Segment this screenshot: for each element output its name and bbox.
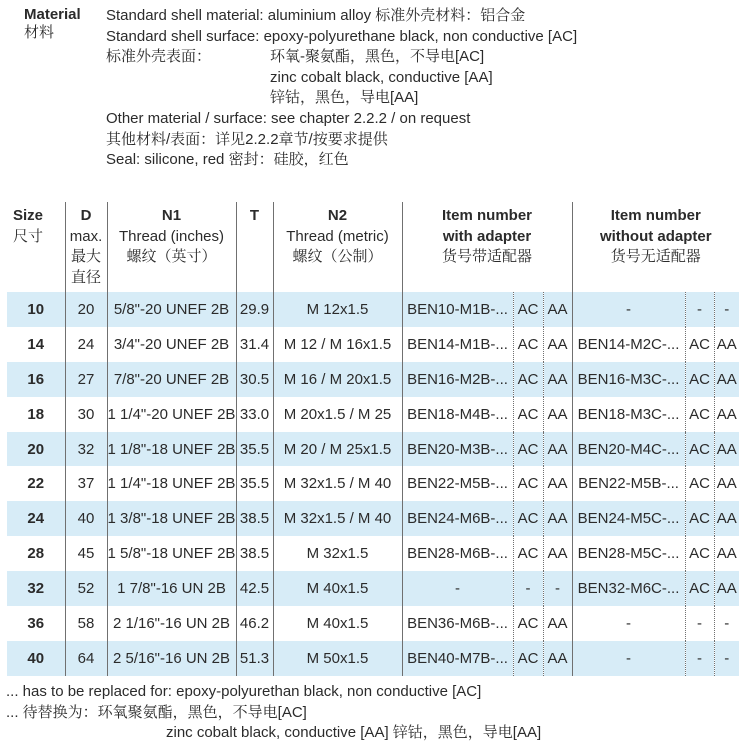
cell-woa: - bbox=[572, 292, 685, 327]
cell-woa-aa: AA bbox=[714, 466, 739, 501]
cell-t: 38.5 bbox=[236, 501, 273, 536]
cell-d: 58 bbox=[65, 606, 107, 641]
cell-wa-ac: - bbox=[513, 571, 543, 606]
cell-wa-aa: AA bbox=[543, 327, 572, 362]
material-heading-en: Material bbox=[24, 6, 81, 23]
cell-wa: BEN22-M5B-... bbox=[402, 466, 513, 501]
footnote-line: zinc cobalt black, conductive [AA] 锌钴，黑色，导电[AA] bbox=[166, 724, 542, 741]
footnote-line: ... 待替换为：环氧聚氨酯，黑色，不导电[AC] bbox=[6, 703, 307, 721]
material-line: Other material / surface: see chapter 2.2.2 / on request bbox=[106, 109, 471, 127]
cell-d: 27 bbox=[65, 362, 107, 397]
cell-woa-ac: - bbox=[685, 641, 714, 676]
cell-woa-aa: AA bbox=[714, 362, 739, 397]
table-row bbox=[7, 466, 739, 501]
table-row bbox=[7, 432, 739, 467]
cell-wa: BEN16-M2B-... bbox=[402, 362, 513, 397]
table-row bbox=[7, 571, 739, 606]
cell-n1: 1 3/8"-18 UNEF 2B bbox=[107, 501, 236, 536]
material-heading bbox=[24, 6, 81, 42]
cell-wa-ac: AC bbox=[513, 466, 543, 501]
material-line: 环氧-聚氨酯，黑色，不导电[AC] bbox=[270, 48, 485, 66]
cell-woa-aa: AA bbox=[714, 571, 739, 606]
product-table bbox=[7, 202, 739, 676]
cell-woa: BEN18-M3C-... bbox=[572, 397, 685, 432]
cell-woa: - bbox=[572, 606, 685, 641]
cell-t: 35.5 bbox=[236, 466, 273, 501]
cell-n1: 2 5/16"-16 UN 2B bbox=[107, 641, 236, 676]
cell-woa: BEN20-M4C-... bbox=[572, 432, 685, 467]
material-heading-zh: 材料 bbox=[24, 24, 55, 41]
cell-wa-ac: AC bbox=[513, 292, 543, 327]
cell-n2: M 40x1.5 bbox=[273, 606, 402, 641]
cell-woa-ac: - bbox=[685, 292, 714, 327]
cell-wa: BEN36-M6B-... bbox=[402, 606, 513, 641]
cell-woa-ac: AC bbox=[685, 327, 714, 362]
table-row bbox=[7, 292, 739, 327]
material-line: 标准外壳表面： bbox=[106, 48, 212, 66]
cell-wa-aa: AA bbox=[543, 292, 572, 327]
material-line: Seal: silicone, red 密封：硅胶，红色 bbox=[106, 151, 349, 169]
cell-woa-aa: AA bbox=[714, 397, 739, 432]
table-row bbox=[7, 606, 739, 641]
table-header-row bbox=[7, 202, 739, 292]
cell-woa: BEN28-M5C-... bbox=[572, 536, 685, 571]
header-n1: N1 Thread (inches) 螺纹（英寸） bbox=[107, 202, 236, 292]
cell-wa-aa: AA bbox=[543, 362, 572, 397]
cell-d: 45 bbox=[65, 536, 107, 571]
cell-woa-ac: AC bbox=[685, 466, 714, 501]
material-line: Standard shell material: aluminium alloy 标准外壳材料：铝合金 bbox=[106, 7, 526, 24]
header-size: Size 尺寸 bbox=[13, 207, 44, 245]
cell-d: 24 bbox=[65, 327, 107, 362]
cell-wa: BEN14-M1B-... bbox=[402, 327, 513, 362]
cell-d: 52 bbox=[65, 571, 107, 606]
cell-woa-aa: AA bbox=[714, 501, 739, 536]
cell-d: 32 bbox=[65, 432, 107, 467]
cell-woa-ac: - bbox=[685, 606, 714, 641]
cell-wa-aa: AA bbox=[543, 641, 572, 676]
cell-n1: 1 5/8"-18 UNEF 2B bbox=[107, 536, 236, 571]
material-line: 其他材料/表面：详见2.2.2章节/按要求提供 bbox=[106, 130, 388, 148]
cell-size: 24 bbox=[7, 501, 65, 536]
material-line: Standard shell surface: epoxy-polyurethane black, non conductive [AC] bbox=[106, 27, 578, 45]
cell-wa-aa: AA bbox=[543, 397, 572, 432]
table-row bbox=[7, 641, 739, 676]
cell-woa-aa: - bbox=[714, 292, 739, 327]
material-description bbox=[106, 6, 577, 171]
cell-wa-aa: AA bbox=[543, 501, 572, 536]
cell-woa-aa: AA bbox=[714, 327, 739, 362]
cell-wa: - bbox=[402, 571, 513, 606]
cell-woa: BEN22-M5B-... bbox=[572, 466, 685, 501]
table-row bbox=[7, 327, 739, 362]
cell-t: 29.9 bbox=[236, 292, 273, 327]
cell-d: 30 bbox=[65, 397, 107, 432]
cell-n1: 1 1/4"-20 UNEF 2B bbox=[107, 397, 236, 432]
table-row bbox=[7, 501, 739, 536]
header-t: T bbox=[236, 202, 273, 292]
cell-wa: BEN24-M6B-... bbox=[402, 501, 513, 536]
cell-woa: - bbox=[572, 641, 685, 676]
cell-wa-ac: AC bbox=[513, 641, 543, 676]
cell-wa-ac: AC bbox=[513, 432, 543, 467]
cell-n1: 2 1/16"-16 UN 2B bbox=[107, 606, 236, 641]
cell-woa-aa: - bbox=[714, 641, 739, 676]
cell-n2: M 32x1.5 / M 40 bbox=[273, 466, 402, 501]
cell-wa-aa: AA bbox=[543, 432, 572, 467]
cell-woa-ac: AC bbox=[685, 432, 714, 467]
cell-wa-aa: AA bbox=[543, 536, 572, 571]
cell-size: 16 bbox=[7, 362, 65, 397]
header-n2: N2 Thread (metric) 螺纹（公制） bbox=[273, 202, 402, 292]
cell-d: 20 bbox=[65, 292, 107, 327]
cell-wa-ac: AC bbox=[513, 397, 543, 432]
cell-wa-aa: - bbox=[543, 571, 572, 606]
cell-wa-ac: AC bbox=[513, 327, 543, 362]
cell-n2: M 32x1.5 / M 40 bbox=[273, 501, 402, 536]
cell-woa-aa: AA bbox=[714, 432, 739, 467]
cell-wa-ac: AC bbox=[513, 501, 543, 536]
cell-n1: 3/4"-20 UNEF 2B bbox=[107, 327, 236, 362]
cell-t: 35.5 bbox=[236, 432, 273, 467]
cell-wa: BEN28-M6B-... bbox=[402, 536, 513, 571]
header-without-adapter: Item number without adapter 货号无适配器 bbox=[572, 202, 739, 292]
cell-n2: M 50x1.5 bbox=[273, 641, 402, 676]
cell-woa: BEN24-M5C-... bbox=[572, 501, 685, 536]
cell-size: 10 bbox=[7, 292, 65, 327]
table-row bbox=[7, 536, 739, 571]
cell-woa: BEN16-M3C-... bbox=[572, 362, 685, 397]
cell-wa-ac: AC bbox=[513, 362, 543, 397]
cell-woa-aa: AA bbox=[714, 536, 739, 571]
cell-t: 42.5 bbox=[236, 571, 273, 606]
cell-size: 20 bbox=[7, 432, 65, 467]
cell-woa: BEN14-M2C-... bbox=[572, 327, 685, 362]
cell-woa-ac: AC bbox=[685, 397, 714, 432]
cell-size: 36 bbox=[27, 614, 45, 632]
cell-n2: M 12x1.5 bbox=[273, 292, 402, 327]
table-row bbox=[7, 362, 739, 397]
cell-size: 32 bbox=[7, 571, 65, 606]
header-d: D max. 最大 直径 bbox=[65, 202, 107, 292]
cell-t: 30.5 bbox=[236, 362, 273, 397]
cell-size: 18 bbox=[27, 405, 45, 423]
material-line-group bbox=[106, 47, 577, 68]
cell-n2: M 32x1.5 bbox=[273, 536, 402, 571]
cell-woa-ac: AC bbox=[685, 501, 714, 536]
cell-n1: 7/8"-20 UNEF 2B bbox=[107, 362, 236, 397]
cell-wa: BEN18-M4B-... bbox=[402, 397, 513, 432]
cell-n2: M 40x1.5 bbox=[273, 571, 402, 606]
cell-n2: M 20x1.5 / M 25 bbox=[273, 397, 402, 432]
cell-wa: BEN40-M7B-... bbox=[402, 641, 513, 676]
cell-n1: 1 1/4"-18 UNEF 2B bbox=[107, 466, 236, 501]
cell-d: 37 bbox=[65, 466, 107, 501]
cell-wa: BEN20-M3B-... bbox=[402, 432, 513, 467]
cell-size: 14 bbox=[27, 335, 45, 353]
cell-woa-aa: - bbox=[714, 606, 739, 641]
cell-woa-ac: AC bbox=[685, 362, 714, 397]
footnote-line: ... has to be replaced for: epoxy-polyurethan black, non conductive [AC] bbox=[6, 683, 482, 700]
cell-wa-aa: AA bbox=[543, 466, 572, 501]
cell-d: 40 bbox=[65, 501, 107, 536]
cell-t: 38.5 bbox=[236, 536, 273, 571]
cell-size: 22 bbox=[27, 475, 45, 493]
cell-t: 31.4 bbox=[236, 327, 273, 362]
cell-n2: M 20 / M 25x1.5 bbox=[273, 432, 402, 467]
cell-woa: BEN32-M6C-... bbox=[572, 571, 685, 606]
cell-wa-aa: AA bbox=[543, 606, 572, 641]
cell-size: 40 bbox=[7, 641, 65, 676]
cell-d: 64 bbox=[65, 641, 107, 676]
cell-n1: 5/8"-20 UNEF 2B bbox=[107, 292, 236, 327]
cell-n2: M 12 / M 16x1.5 bbox=[273, 327, 402, 362]
cell-n2: M 16 / M 20x1.5 bbox=[273, 362, 402, 397]
cell-woa-ac: AC bbox=[685, 536, 714, 571]
cell-wa-ac: AC bbox=[513, 536, 543, 571]
cell-n1: 1 1/8"-18 UNEF 2B bbox=[107, 432, 236, 467]
cell-t: 51.3 bbox=[236, 641, 273, 676]
cell-wa: BEN10-M1B-... bbox=[402, 292, 513, 327]
material-line: 锌钴，黑色，导电[AA] bbox=[270, 89, 419, 107]
footnote bbox=[6, 682, 541, 744]
cell-n1: 1 7/8"-16 UN 2B bbox=[107, 571, 236, 606]
table-row bbox=[7, 397, 739, 432]
header-with-adapter: Item number with adapter 货号带适配器 bbox=[402, 202, 572, 292]
material-line: zinc cobalt black, conductive [AA] bbox=[270, 68, 493, 86]
cell-wa-ac: AC bbox=[513, 606, 543, 641]
cell-woa-ac: AC bbox=[685, 571, 714, 606]
cell-t: 46.2 bbox=[236, 606, 273, 641]
cell-t: 33.0 bbox=[236, 397, 273, 432]
cell-size: 28 bbox=[27, 545, 45, 563]
